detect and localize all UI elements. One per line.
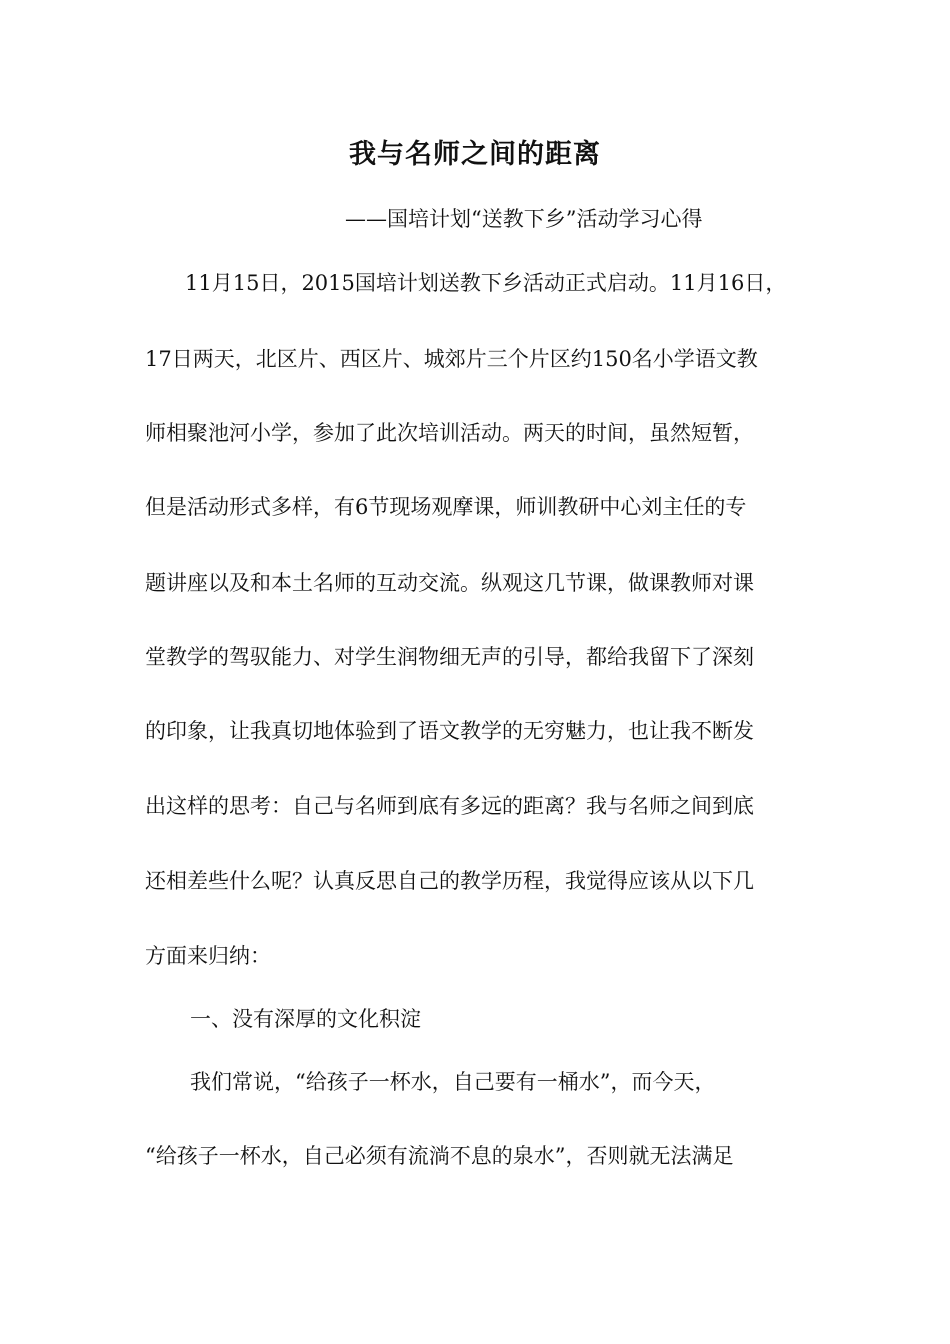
- paragraph-line-1: 11月15日，2015国培计划送教下乡活动正式启动。11月16日，: [185, 271, 787, 295]
- paragraph-line-12: “给孩子一杯水，自己必须有流淌不息的泉水”，否则就无法满足: [145, 1144, 734, 1168]
- document-title: 我与名师之间的距离: [349, 139, 601, 170]
- paragraph-line-2: 17日两天，北区片、西区片、城郊片三个片区约150名小学语文教: [145, 347, 758, 371]
- paragraph-line-9: 还相差些什么呢？认真反思自己的教学历程，我觉得应该从以下几: [145, 869, 754, 893]
- paragraph-line-10: 方面来归纳：: [145, 944, 271, 968]
- paragraph-line-8: 出这样的思考：自己与名师到底有多远的距离？我与名师之间到底: [145, 794, 754, 818]
- section-heading: 一、没有深厚的文化积淀: [190, 1007, 421, 1031]
- paragraph-line-4: 但是活动形式多样，有6节现场观摩课，师训教研中心刘主任的专: [145, 495, 747, 519]
- document-subtitle: ——国培计划“送教下乡”活动学习心得: [345, 207, 703, 231]
- paragraph-line-7: 的印象，让我真切地体验到了语文教学的无穷魅力，也让我不断发: [145, 719, 754, 743]
- paragraph-line-11: 我们常说，“给孩子一杯水，自己要有一桶水”，而今天，: [190, 1070, 716, 1094]
- paragraph-line-6: 堂教学的驾驭能力、对学生润物细无声的引导，都给我留下了深刻: [145, 645, 754, 669]
- paragraph-line-5: 题讲座以及和本土名师的互动交流。纵观这几节课，做课教师对课: [145, 571, 754, 595]
- paragraph-line-3: 师相聚池河小学，参加了此次培训活动。两天的时间，虽然短暂，: [145, 421, 754, 445]
